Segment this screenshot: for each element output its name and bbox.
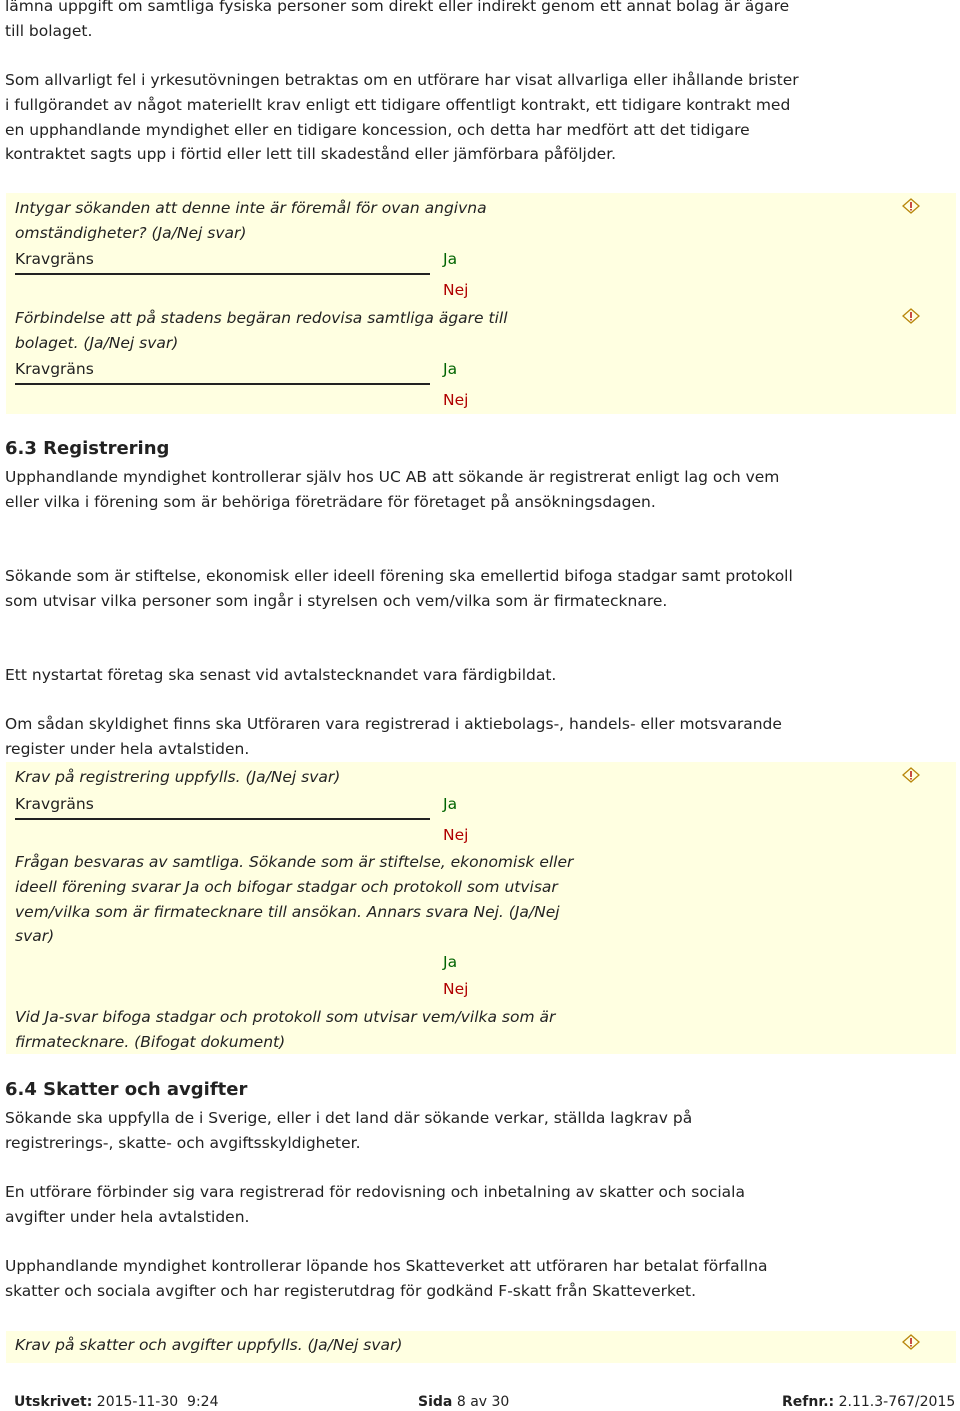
kravgrans-line: [15, 383, 430, 385]
requirement-box: [6, 193, 956, 414]
answer-no[interactable]: Nej: [443, 391, 469, 409]
kravgrans-label: Kravgräns: [15, 795, 94, 813]
warning-icon[interactable]: [902, 767, 920, 783]
warning-icon[interactable]: [902, 198, 920, 214]
paragraph: Om sådan skyldighet finns ska Utföraren vara registrerad i aktiebolags-, handels- eller motsvarande register under hela avtalstiden.: [5, 715, 782, 758]
question-text: Frågan besvaras av samtliga. Sökande som är stiftelse, ekonomisk eller ideell förening svarar Ja och bifogar stadgar och protokoll som utvisar vem/vilka som är firmatecknare till ansökan. Annars svara Nej. (Ja/Nej svar): [15, 853, 574, 946]
paragraph: Sökande ska uppfylla de i Sverige, eller i det land där sökande verkar, ställda lagkrav på registrerings-, skatte- och avgiftsskyldigheter.: [5, 1109, 693, 1152]
warning-icon[interactable]: [902, 1334, 920, 1350]
page-total: 30: [491, 1394, 510, 1410]
section-heading: 6.3 Registrering: [5, 438, 170, 459]
kravgrans-label: Kravgräns: [15, 250, 94, 268]
answer-no[interactable]: Nej: [443, 281, 469, 299]
paragraph: Upphandlande myndighet kontrollerar själv hos UC AB att sökande är registrerat enligt lag och vem eller vilka i förening som är behöriga företrädare för företaget på ansökningsdagen.: [5, 468, 780, 511]
question-text: Krav på skatter och avgifter uppfylls. (Ja/Nej svar): [15, 1336, 403, 1354]
answer-yes[interactable]: Ja: [443, 360, 458, 378]
kravgrans-line: [15, 818, 430, 820]
ref-value: 2.11.3-767/2015: [838, 1394, 956, 1410]
question-text: Krav på registrering uppfylls. (Ja/Nej svar): [15, 768, 341, 786]
answer-no[interactable]: Nej: [443, 826, 469, 844]
warning-icon[interactable]: [902, 308, 920, 324]
paragraph: lämna uppgift om samtliga fysiska personer som direkt eller indirekt genom ett annat bolag är ägare till bolaget.: [5, 0, 790, 40]
kravgrans-label: Kravgräns: [15, 360, 94, 378]
paragraph: Upphandlande myndighet kontrollerar löpande hos Skatteverket att utföraren har betalat förfallna skatter och sociala avgifter och har registerutdrag för godkänd F-skatt från Skatteverket.: [5, 1257, 768, 1300]
answer-yes[interactable]: Ja: [443, 795, 458, 813]
footer-ref: [782, 1393, 955, 1411]
answer-yes[interactable]: Ja: [443, 250, 458, 268]
paragraph: Sökande som är stiftelse, ekonomisk eller ideell förening ska emellertid bifoga stadgar samt protokoll som utvisar vilka personer som ingår i styrelsen och vem/vilka som är firmatecknare.: [5, 567, 793, 610]
kravgrans-line: [15, 273, 430, 275]
answer-yes[interactable]: Ja: [443, 953, 458, 971]
answer-no[interactable]: Nej: [443, 980, 469, 998]
paragraph: Som allvarligt fel i yrkesutövningen betraktas om en utförare har visat allvarliga eller ihållande brister i fullgörandet av något materiellt krav enligt ett tidigare offentligt kontrakt, ett tidigare kontrakt med en upphandlande myndighet eller en tidigare koncession, och detta har medfört att det tidigare kontraktet sagts upp i förtid eller lett till skadestånd eller jämförbara påföljder.: [5, 71, 799, 164]
printed-value: 2015-11-30 9:24: [96, 1394, 219, 1410]
question-text: Förbindelse att på stadens begäran redovisa samtliga ägare till bolaget. (Ja/Nej svar): [15, 309, 508, 352]
question-text: Intygar sökanden att denne inte är föremål för ovan angivna omständigheter? (Ja/Nej svar): [15, 199, 487, 242]
requirement-box: [6, 762, 956, 1054]
page-number: 8: [456, 1394, 466, 1410]
page-of: av: [470, 1394, 488, 1410]
paragraph: En utförare förbinder sig vara registrerad för redovisning och inbetalning av skatter och sociala avgifter under hela avtalstiden.: [5, 1183, 745, 1226]
printed-label: Utskrivet:: [14, 1394, 93, 1410]
requirement-box: [6, 1331, 956, 1363]
footer-printed: [14, 1393, 218, 1411]
footer-page: [418, 1393, 509, 1411]
paragraph: Ett nystartat företag ska senast vid avtalstecknandet vara färdigbildat.: [5, 666, 557, 684]
question-text: Vid Ja-svar bifoga stadgar och protokoll som utvisar vem/vilka som är firmatecknare. (Bifogat dokument): [15, 1008, 556, 1051]
section-heading: 6.4 Skatter och avgifter: [5, 1079, 248, 1100]
ref-label: Refnr.:: [782, 1394, 835, 1410]
page-label: Sida: [418, 1394, 453, 1410]
